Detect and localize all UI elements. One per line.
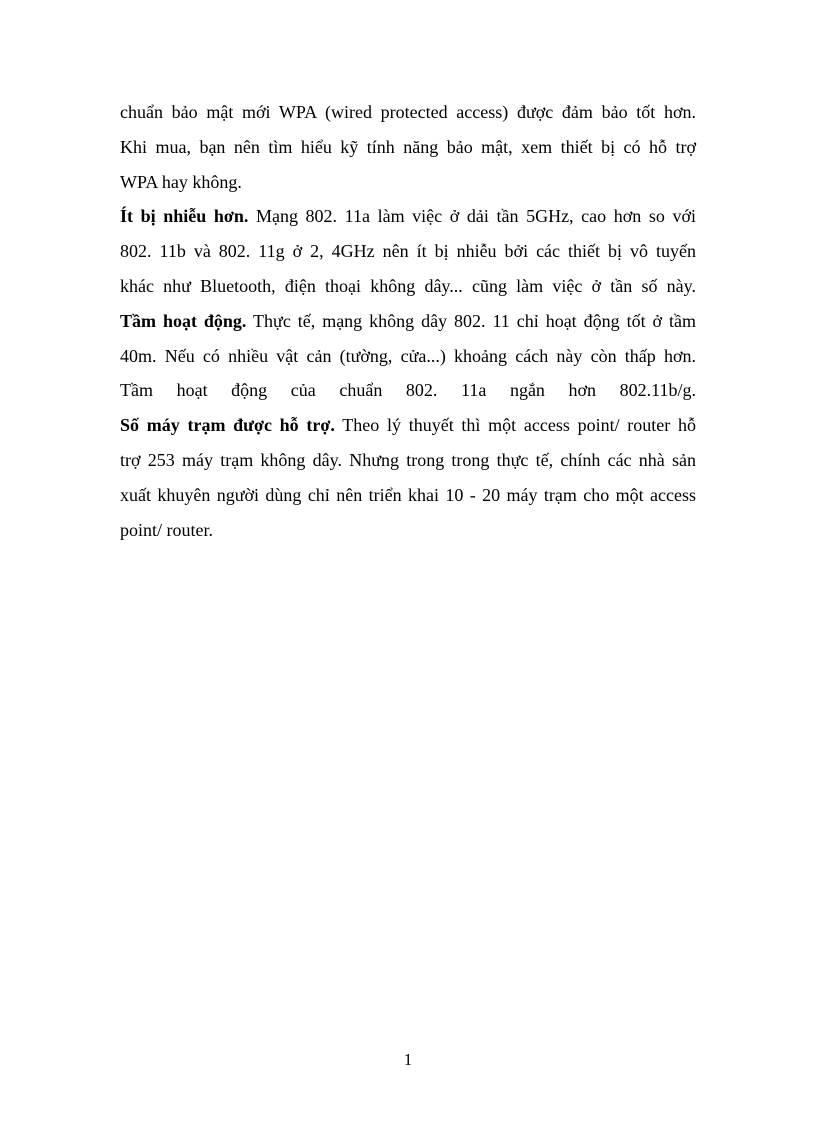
text-line: Tầm hoạt động của chuẩn 802. 11a ngắn hơn 802.11b/g. [120, 380, 696, 401]
text-line: 40m. Nếu có nhiều vật cản (tường, cửa...) khoảng cách này còn thấp hơn. [120, 345, 696, 366]
section-heading-range: Tầm hoạt động. [120, 310, 247, 331]
section-heading-stations: Số máy trạm được hỗ trợ. [120, 415, 335, 436]
page-number: 1 [403, 1050, 413, 1069]
text-line: Khi mua, bạn nên tìm hiểu kỹ tính năng bảo mật, xem thiết bị có hỗ trợ [120, 136, 696, 157]
text-run: Thực tế, mạng không dây 802. 11 chỉ hoạt động tốt ở tầm [246, 310, 696, 331]
section-heading-interference: Ít bị nhiễu hơn. [120, 206, 249, 227]
text-line: xuất khuyên người dùng chỉ nên triển khai 10 - 20 máy trạm cho một access [120, 484, 696, 505]
text-run: Mạng 802. 11a làm việc ở dải tần 5GHz, cao hơn so với [248, 206, 696, 227]
text-line: trợ 253 máy trạm không dây. Nhưng trong trong thực tế, chính các nhà sản [120, 449, 696, 470]
text-line: 802. 11b và 802. 11g ở 2, 4GHz nên ít bị nhiễu bởi các thiết bị vô tuyến [120, 241, 696, 262]
text-line [120, 199, 696, 234]
text-line [120, 408, 696, 443]
text-run: Theo lý thuyết thì một access point/ router hỗ [334, 415, 697, 436]
text-line [120, 304, 696, 339]
text-line: khác như Bluetooth, điện thoại không dây... cũng làm việc ở tần số này. [120, 275, 696, 296]
text-line: WPA hay không. [120, 171, 242, 192]
text-line: point/ router. [120, 519, 213, 540]
text-line: chuẩn bảo mật mới WPA (wired protected access) được đảm bảo tốt hơn. [120, 102, 696, 122]
page-body [120, 95, 696, 547]
